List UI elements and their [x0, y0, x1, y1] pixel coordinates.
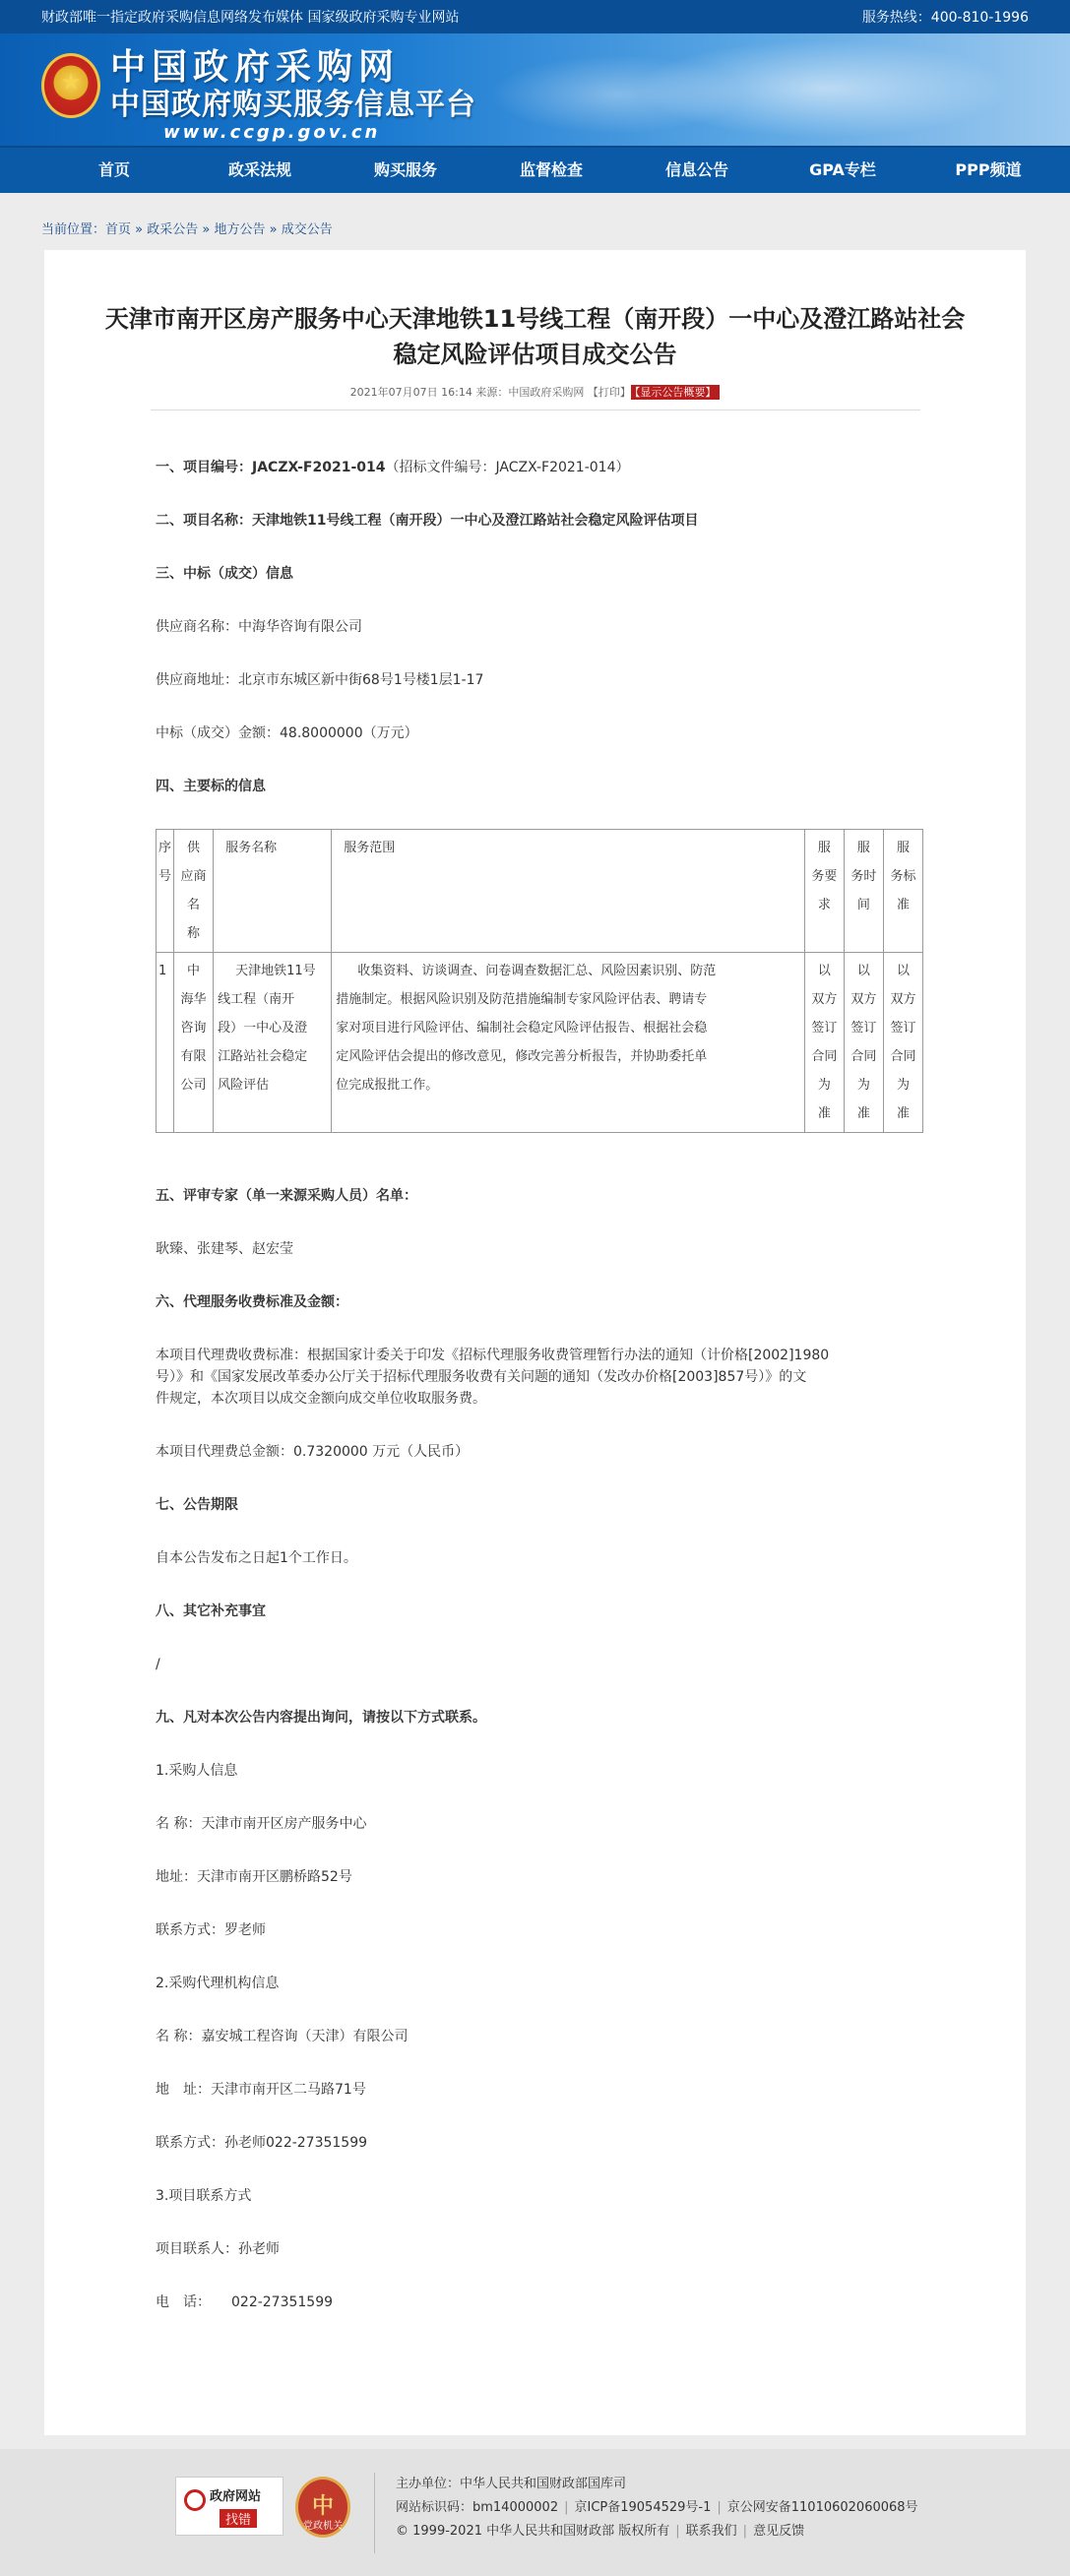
site-footer: [0, 2449, 1070, 2576]
footer-sponsor: 主办单位：中华人民共和国财政部国库司: [396, 2477, 627, 2491]
section-other: 八、其它补充事宜: [156, 1603, 266, 1619]
footer-info: [396, 2473, 918, 2544]
service-hotline: 服务热线：400-810-1996: [861, 10, 1029, 26]
breadcrumb-local[interactable]: 地方公告: [214, 222, 266, 237]
breadcrumb: 当前位置：首页 » 政采公告 » 地方公告 » 成交公告: [41, 222, 333, 237]
agency-title: 2.采购代理机构信息: [156, 1976, 280, 1991]
magnifier-icon: [184, 2489, 206, 2511]
col-header-requirement: 服 务要 求: [804, 830, 844, 953]
nav-supervision[interactable]: 监督检查: [519, 160, 583, 179]
section-winner-info: 三、中标（成交）信息: [156, 566, 293, 582]
section-project-name: 二、项目名称：天津地铁11号线工程（南开段）一中心及澄江路站社会稳定风险评估项目: [156, 513, 699, 529]
winning-amount: 中标（成交）金额：48.8000000（万元）: [156, 725, 418, 741]
nav-regulations[interactable]: 政采法规: [227, 160, 291, 179]
supplier-name: 供应商名称：中海华咨询有限公司: [156, 619, 362, 635]
logo-title: 中国政府采购网: [110, 47, 401, 88]
nav-ppp[interactable]: PPP频道: [955, 160, 1022, 179]
cell-scope: 收集资料、访谈调查、问卷调查数据汇总、风险因素识别、防范 措施制定。根据风险识别及防范措施编制专家风险评估表、聘请专 家对项目进行风险评估、编制社会稳定风险评估报告、根据社会稳 定风险评估会提出的修改意见，修改完善分析报告，并协助委托单 位完成报批工作。: [332, 953, 805, 1133]
items-table: [156, 829, 923, 1133]
top-strip: [0, 0, 1070, 33]
col-header-no: 序 号: [157, 830, 174, 953]
logo-subtitle: 中国政府购买服务信息平台: [110, 88, 476, 122]
fee-standard: 本项目代理费收费标准：根据国家计委关于印发《招标代理服务收费管理暂行办法的通知（计价格[2002]1980 号）》和《国家发展改革委办公厅关于招标代理服务收费有关问题的通知（发改办价格[2003]857号）》的文 件规定，本次项目以成交金额向成交单位收取服务费。: [156, 1348, 830, 1407]
cell-time: 以 双方 签订 合同 为 准: [844, 953, 883, 1133]
cell-supplier: 中 海华 咨询 有限 公司: [174, 953, 214, 1133]
section-project-code: 一、项目编号：JACZX-F2021-014（招标文件编号：JACZX-F2021-014）: [156, 460, 630, 475]
site-banner: [0, 33, 1070, 146]
col-header-standard: 服 务标 准: [883, 830, 922, 953]
project-contact-title: 3.项目联系方式: [156, 2188, 252, 2204]
breadcrumb-prefix: 当前位置：: [41, 222, 106, 237]
icp-link[interactable]: 京ICP备19054529号-1: [574, 2500, 712, 2515]
section-main-items: 四、主要标的信息: [156, 779, 266, 794]
cell-no: 1: [157, 953, 174, 1133]
section-agency-fee: 六、代理服务收费标准及金额：: [156, 1294, 348, 1310]
col-header-scope: 服务范围: [332, 830, 805, 953]
police-link[interactable]: 京公网安备11010602060068号: [726, 2500, 918, 2515]
col-header-supplier: 供 应商 名 称: [174, 830, 214, 953]
table-row: [157, 953, 923, 1133]
site-logo[interactable]: [110, 47, 476, 144]
nav-purchase-services[interactable]: 购买服务: [373, 160, 437, 179]
section-period: 七、公告期限: [156, 1497, 238, 1513]
project-contact-person: 项目联系人：孙老师: [156, 2241, 280, 2257]
section-contacts: 九、凡对本次公告内容提出询问，请按以下方式联系。: [156, 1710, 486, 1726]
purchaser-name: 名 称：天津市南开区房产服务中心: [156, 1816, 367, 1832]
col-header-time: 服 务时 间: [844, 830, 883, 953]
agency-address: 地 址：天津市南开区二马路71号: [156, 2082, 366, 2098]
announcement-period: 自本公告发布之日起1个工作日。: [156, 1550, 357, 1566]
agency-contact: 联系方式：孙老师022-27351599: [156, 2135, 368, 2151]
contact-us-link[interactable]: 联系我们: [685, 2524, 737, 2539]
gov-site-error-badge[interactable]: 政府网站 找错: [175, 2477, 283, 2536]
other-matters: /: [156, 1657, 160, 1672]
breadcrumb-deal[interactable]: 成交公告: [281, 222, 333, 237]
fee-total: 本项目代理费总金额：0.7320000 万元（人民币）: [156, 1444, 470, 1460]
article-meta: [44, 384, 1026, 400]
logo-url: www.ccgp.gov.cn: [163, 122, 381, 143]
party-gov-icon: 中: [311, 2494, 335, 2519]
cell-service-name: 天津地铁11号 线工程（南开 段）一中心及澄 江路站社会稳定 风险评估: [214, 953, 332, 1133]
col-header-service-name: 服务名称: [214, 830, 332, 953]
footer-ids: 网站标识码：bm14000002 | 京ICP备19054529号-1 | 京公网安备11010602060068号: [396, 2500, 918, 2515]
nav-gpa[interactable]: GPA专栏: [809, 160, 876, 179]
purchaser-contact: 联系方式：罗老师: [156, 1922, 266, 1938]
feedback-link[interactable]: 意见反馈: [753, 2524, 805, 2539]
purchaser-address: 地址：天津市南开区鹏桥路52号: [156, 1869, 352, 1885]
article-date-source: 2021年07月07日 16:14 来源：中国政府采购网 【打印】: [349, 386, 631, 399]
section-experts: 五、评审专家（单一来源采购人员）名单：: [156, 1188, 417, 1204]
experts-list: 耿臻、张建琴、赵宏莹: [156, 1241, 293, 1257]
footer-copyright: © 1999-2021 中华人民共和国财政部 版权所有 | 联系我们 | 意见反馈: [396, 2524, 805, 2539]
cell-standard: 以 双方 签订 合同 为 准: [883, 953, 922, 1133]
breadcrumb-gov-purchase[interactable]: 政采公告: [147, 222, 199, 237]
article-panel: [44, 250, 1026, 2435]
supplier-address: 供应商地址：北京市东城区新中街68号1号楼1层1-17: [156, 672, 484, 688]
agency-name: 名 称：嘉安城工程咨询（天津）有限公司: [156, 2029, 409, 2044]
article-title: 天津市南开区房产服务中心天津地铁11号线工程（南开段）一中心及澄江路站社会 稳定风险评估项目成交公告: [104, 305, 966, 368]
national-emblem-icon: ★: [41, 53, 100, 118]
breadcrumb-home[interactable]: 首页: [105, 222, 132, 237]
top-strip-slogan: 财政部唯一指定政府采购信息网络发布媒体 国家级政府采购专业网站: [41, 10, 460, 26]
show-summary-button[interactable]: 【显示公告概要】: [631, 385, 721, 400]
table-header-row: [157, 830, 923, 953]
cell-requirement: 以 双方 签订 合同 为 准: [804, 953, 844, 1133]
title-divider: [151, 409, 920, 410]
nav-announcements[interactable]: 信息公告: [664, 160, 728, 179]
nav-home[interactable]: 首页: [97, 160, 130, 179]
party-gov-badge[interactable]: 中 党政机关: [295, 2477, 350, 2538]
footer-divider: [374, 2473, 375, 2553]
purchaser-title: 1.采购人信息: [156, 1763, 238, 1779]
main-nav: [0, 146, 1070, 193]
project-contact-phone: 电 话： 022-27351599: [156, 2294, 334, 2310]
